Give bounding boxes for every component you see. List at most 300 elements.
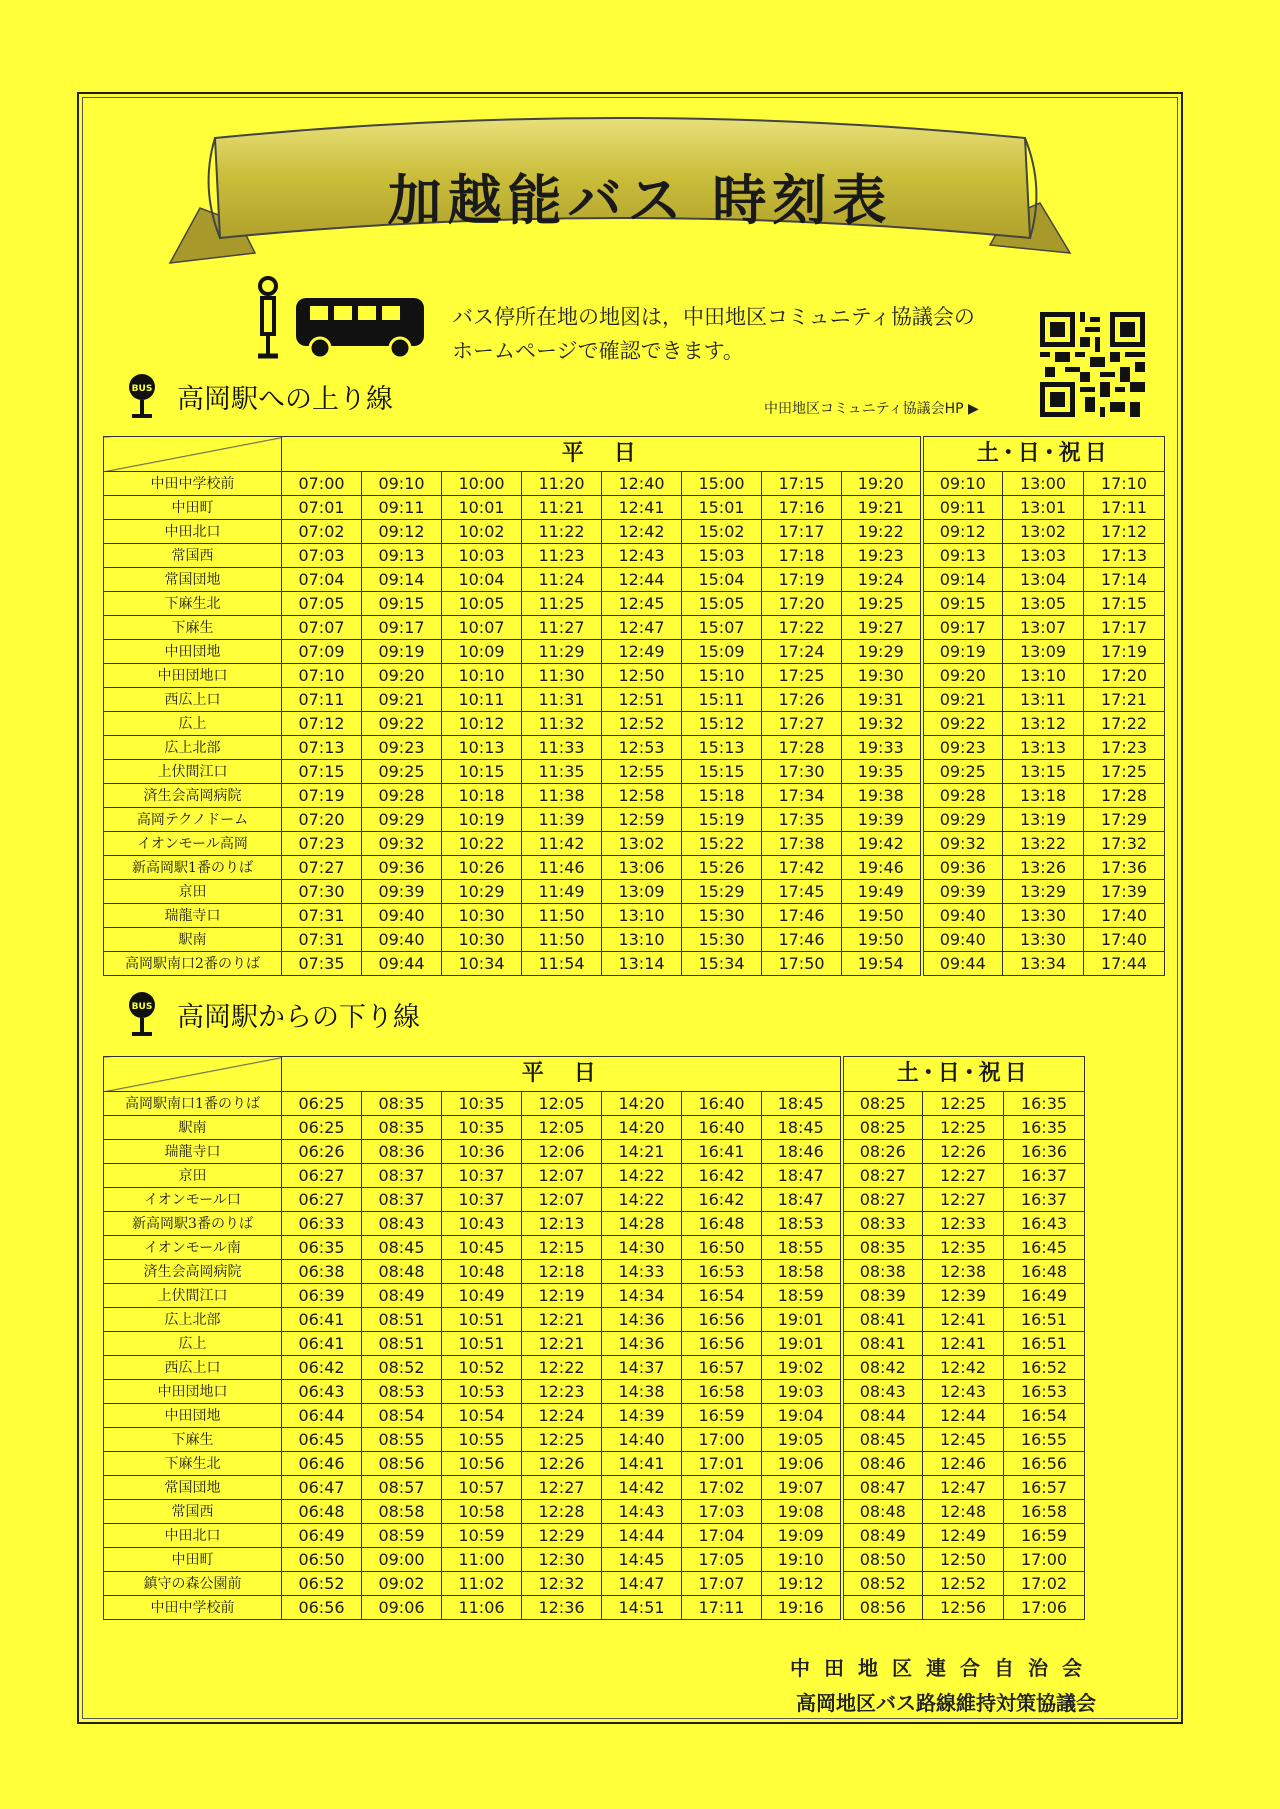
down-header-row [104,1057,1085,1092]
holiday-time: 16:55 [1004,1428,1085,1452]
holiday-time: 16:58 [1004,1500,1085,1524]
holiday-time: 13:26 [1003,856,1084,880]
weekday-time: 11:35 [522,760,602,784]
holiday-time: 12:25 [923,1116,1004,1140]
weekday-time: 17:28 [762,736,842,760]
holiday-time: 08:35 [842,1236,923,1260]
weekday-time: 12:47 [602,616,682,640]
holiday-time: 16:45 [1004,1236,1085,1260]
weekday-time: 09:40 [362,904,442,928]
weekday-time: 11:39 [522,808,602,832]
weekday-time: 15:12 [682,712,762,736]
weekday-time: 16:50 [682,1236,762,1260]
weekday-time: 11:38 [522,784,602,808]
weekday-time: 19:23 [842,544,922,568]
holiday-time: 08:38 [842,1260,923,1284]
holiday-time: 16:56 [1004,1452,1085,1476]
weekday-time: 08:35 [362,1092,442,1116]
weekday-time: 16:58 [682,1380,762,1404]
holiday-time: 12:39 [923,1284,1004,1308]
holiday-time: 17:17 [1084,616,1165,640]
weekday-time: 19:01 [762,1308,842,1332]
weekday-time: 17:24 [762,640,842,664]
weekday-time: 09:21 [362,688,442,712]
weekday-time: 12:26 [522,1452,602,1476]
weekday-time: 09:11 [362,496,442,520]
weekday-time: 14:28 [602,1212,682,1236]
holiday-time: 12:42 [923,1356,1004,1380]
weekday-time: 08:53 [362,1380,442,1404]
weekday-time: 14:22 [602,1164,682,1188]
weekday-time: 19:08 [762,1500,842,1524]
down-holiday-header: 土･日･祝日 [842,1057,1085,1092]
stop-name: 高岡駅南口2番のりば [104,952,282,976]
stop-name: 駅南 [104,928,282,952]
weekday-time: 09:40 [362,928,442,952]
bus-icon [254,276,434,366]
table-row [104,1596,1085,1620]
weekday-time: 12:51 [602,688,682,712]
weekday-time: 16:41 [682,1140,762,1164]
stop-name: 中田北口 [104,1524,282,1548]
weekday-time: 06:50 [282,1548,362,1572]
qr-code[interactable] [1040,312,1145,417]
stop-name: 広上北部 [104,736,282,760]
holiday-time: 16:43 [1004,1212,1085,1236]
weekday-time: 06:52 [282,1572,362,1596]
holiday-time: 16:54 [1004,1404,1085,1428]
weekday-time: 17:35 [762,808,842,832]
weekday-time: 17:42 [762,856,842,880]
weekday-time: 11:33 [522,736,602,760]
down-timetable [103,1056,1085,1620]
weekday-time: 10:11 [442,688,522,712]
holiday-time: 17:21 [1084,688,1165,712]
holiday-time: 17:23 [1084,736,1165,760]
stop-name: 西広上口 [104,1356,282,1380]
weekday-time: 14:36 [602,1332,682,1356]
weekday-time: 12:24 [522,1404,602,1428]
stop-name: 高岡テクノドーム [104,808,282,832]
weekday-time: 16:54 [682,1284,762,1308]
weekday-time: 08:55 [362,1428,442,1452]
stop-name: 下麻生 [104,1428,282,1452]
weekday-time: 11:02 [442,1572,522,1596]
weekday-time: 09:28 [362,784,442,808]
stop-name: 常国西 [104,1500,282,1524]
stop-name: 広上 [104,712,282,736]
weekday-time: 07:20 [282,808,362,832]
weekday-time: 08:37 [362,1188,442,1212]
holiday-time: 17:22 [1084,712,1165,736]
holiday-time: 16:48 [1004,1260,1085,1284]
weekday-time: 10:04 [442,568,522,592]
weekday-time: 09:00 [362,1548,442,1572]
holiday-time: 08:25 [842,1116,923,1140]
weekday-time: 19:07 [762,1476,842,1500]
holiday-time: 13:22 [1003,832,1084,856]
table-row [104,496,1165,520]
holiday-time: 09:11 [922,496,1003,520]
weekday-time: 19:04 [762,1404,842,1428]
weekday-time: 07:00 [282,472,362,496]
weekday-time: 09:39 [362,880,442,904]
holiday-time: 17:19 [1084,640,1165,664]
weekday-time: 11:29 [522,640,602,664]
stop-name: 西広上口 [104,688,282,712]
weekday-time: 06:42 [282,1356,362,1380]
weekday-time: 18:45 [762,1092,842,1116]
weekday-time: 06:33 [282,1212,362,1236]
holiday-time: 17:14 [1084,568,1165,592]
stop-name: 済生会高岡病院 [104,1260,282,1284]
weekday-time: 16:42 [682,1164,762,1188]
weekday-time: 11:54 [522,952,602,976]
holiday-time: 09:44 [922,952,1003,976]
holiday-time: 16:36 [1004,1140,1085,1164]
weekday-time: 10:45 [442,1236,522,1260]
weekday-time: 19:10 [762,1548,842,1572]
bus-stop-sign-icon [125,372,159,420]
weekday-time: 10:35 [442,1092,522,1116]
table-row [104,640,1165,664]
holiday-time: 09:21 [922,688,1003,712]
down-line-heading [125,990,420,1038]
down-line-title: 高岡駅からの下り線 [177,1001,420,1033]
holiday-time: 08:50 [842,1548,923,1572]
weekday-time: 12:18 [522,1260,602,1284]
weekday-time: 19:35 [842,760,922,784]
holiday-time: 16:52 [1004,1356,1085,1380]
table-row [104,1308,1085,1332]
weekday-time: 13:09 [602,880,682,904]
weekday-time: 19:03 [762,1380,842,1404]
weekday-time: 15:07 [682,616,762,640]
weekday-time: 09:02 [362,1572,442,1596]
stop-name: 鎮守の森公園前 [104,1572,282,1596]
weekday-time: 12:45 [602,592,682,616]
weekday-time: 10:52 [442,1356,522,1380]
weekday-time: 12:13 [522,1212,602,1236]
holiday-time: 12:52 [923,1572,1004,1596]
weekday-time: 10:59 [442,1524,522,1548]
holiday-time: 09:13 [922,544,1003,568]
weekday-time: 17:03 [682,1500,762,1524]
up-holiday-header: 土･日･祝日 [922,437,1165,472]
weekday-time: 17:18 [762,544,842,568]
stop-name: 常国団地 [104,568,282,592]
weekday-time: 07:19 [282,784,362,808]
holiday-time: 17:28 [1084,784,1165,808]
holiday-time: 09:29 [922,808,1003,832]
holiday-time: 09:32 [922,832,1003,856]
holiday-time: 17:25 [1084,760,1165,784]
holiday-time: 09:23 [922,736,1003,760]
weekday-time: 12:58 [602,784,682,808]
weekday-time: 17:17 [762,520,842,544]
weekday-time: 06:26 [282,1140,362,1164]
holiday-time: 17:11 [1084,496,1165,520]
weekday-time: 15:34 [682,952,762,976]
weekday-time: 17:25 [762,664,842,688]
weekday-time: 18:47 [762,1188,842,1212]
weekday-time: 14:47 [602,1572,682,1596]
holiday-time: 09:39 [922,880,1003,904]
weekday-time: 07:31 [282,904,362,928]
weekday-time: 07:07 [282,616,362,640]
weekday-time: 18:47 [762,1164,842,1188]
weekday-time: 17:34 [762,784,842,808]
holiday-time: 17:15 [1084,592,1165,616]
weekday-time: 15:19 [682,808,762,832]
weekday-time: 06:38 [282,1260,362,1284]
stop-name: 京田 [104,880,282,904]
table-row [104,1332,1085,1356]
weekday-time: 14:43 [602,1500,682,1524]
weekday-time: 15:00 [682,472,762,496]
weekday-time: 10:13 [442,736,522,760]
holiday-time: 17:10 [1084,472,1165,496]
weekday-time: 16:59 [682,1404,762,1428]
weekday-time: 17:20 [762,592,842,616]
stop-name: 下麻生北 [104,1452,282,1476]
bus-stop-sign-icon [125,990,159,1038]
weekday-time: 07:12 [282,712,362,736]
table-row [104,544,1165,568]
stop-name: 中田団地 [104,640,282,664]
weekday-time: 08:37 [362,1164,442,1188]
weekday-time: 11:23 [522,544,602,568]
holiday-time: 13:34 [1003,952,1084,976]
holiday-time: 08:33 [842,1212,923,1236]
weekday-time: 17:16 [762,496,842,520]
weekday-time: 19:22 [842,520,922,544]
weekday-time: 10:51 [442,1332,522,1356]
holiday-time: 16:51 [1004,1332,1085,1356]
weekday-time: 10:48 [442,1260,522,1284]
stop-name: 下麻生北 [104,592,282,616]
weekday-time: 11:32 [522,712,602,736]
table-row [104,616,1165,640]
holiday-time: 12:50 [923,1548,1004,1572]
table-row [104,1500,1085,1524]
stop-name: イオンモール高岡 [104,832,282,856]
stop-name: 瑞龍寺口 [104,904,282,928]
weekday-time: 10:58 [442,1500,522,1524]
weekday-time: 09:17 [362,616,442,640]
holiday-time: 13:05 [1003,592,1084,616]
weekday-time: 12:15 [522,1236,602,1260]
footer-org-1: 中田地区連合自治会 [790,1656,1096,1680]
weekday-time: 17:46 [762,928,842,952]
weekday-time: 10:34 [442,952,522,976]
weekday-time: 14:45 [602,1548,682,1572]
weekday-time: 17:04 [682,1524,762,1548]
weekday-time: 19:42 [842,832,922,856]
weekday-time: 15:15 [682,760,762,784]
holiday-time: 09:20 [922,664,1003,688]
weekday-time: 16:48 [682,1212,762,1236]
up-line-heading [125,372,393,420]
weekday-time: 15:05 [682,592,762,616]
stop-name: 新高岡駅3番のりば [104,1212,282,1236]
table-row [104,856,1165,880]
stop-name: 中田中学校前 [104,472,282,496]
weekday-time: 10:30 [442,928,522,952]
weekday-time: 18:53 [762,1212,842,1236]
weekday-time: 12:44 [602,568,682,592]
weekday-time: 16:40 [682,1116,762,1140]
weekday-time: 14:40 [602,1428,682,1452]
weekday-time: 08:45 [362,1236,442,1260]
weekday-time: 17:11 [682,1596,762,1620]
weekday-time: 18:59 [762,1284,842,1308]
table-row [104,688,1165,712]
footer-org-2: 高岡地区バス路線維持対策協議会 [796,1691,1096,1715]
stop-name: 新高岡駅1番のりば [104,856,282,880]
weekday-time: 12:50 [602,664,682,688]
weekday-time: 19:06 [762,1452,842,1476]
stop-name: 広上 [104,1332,282,1356]
weekday-time: 16:42 [682,1188,762,1212]
table-row [104,568,1165,592]
weekday-time: 06:48 [282,1500,362,1524]
table-row [104,1092,1085,1116]
holiday-time: 13:03 [1003,544,1084,568]
weekday-time: 15:03 [682,544,762,568]
weekday-time: 09:06 [362,1596,442,1620]
stop-name: 高岡駅南口1番のりば [104,1092,282,1116]
table-row [104,784,1165,808]
weekday-time: 12:41 [602,496,682,520]
table-row [104,664,1165,688]
weekday-time: 10:09 [442,640,522,664]
weekday-time: 17:45 [762,880,842,904]
weekday-time: 15:04 [682,568,762,592]
weekday-time: 10:29 [442,880,522,904]
stop-name: 済生会高岡病院 [104,784,282,808]
weekday-time: 08:58 [362,1500,442,1524]
weekday-time: 10:00 [442,472,522,496]
holiday-time: 13:09 [1003,640,1084,664]
holiday-time: 12:47 [923,1476,1004,1500]
weekday-time: 08:51 [362,1332,442,1356]
weekday-time: 17:27 [762,712,842,736]
table-row [104,1356,1085,1380]
holiday-time: 08:47 [842,1476,923,1500]
weekday-time: 17:26 [762,688,842,712]
weekday-time: 14:33 [602,1260,682,1284]
holiday-time: 17:02 [1004,1572,1085,1596]
weekday-time: 17:38 [762,832,842,856]
weekday-time: 19:24 [842,568,922,592]
weekday-time: 19:32 [842,712,922,736]
holiday-time: 13:11 [1003,688,1084,712]
weekday-time: 12:43 [602,544,682,568]
weekday-time: 11:20 [522,472,602,496]
weekday-time: 15:10 [682,664,762,688]
info-text [452,300,975,368]
weekday-time: 10:19 [442,808,522,832]
holiday-time: 09:12 [922,520,1003,544]
stop-name: 中田町 [104,496,282,520]
weekday-time: 10:51 [442,1308,522,1332]
table-row [104,952,1165,976]
holiday-time: 12:26 [923,1140,1004,1164]
weekday-time: 13:10 [602,928,682,952]
up-corner-cell [104,437,282,472]
weekday-time: 17:46 [762,904,842,928]
weekday-time: 18:46 [762,1140,842,1164]
stop-name: 中田団地口 [104,664,282,688]
weekday-time: 10:36 [442,1140,522,1164]
weekday-time: 12:07 [522,1164,602,1188]
weekday-time: 15:30 [682,928,762,952]
weekday-time: 12:59 [602,808,682,832]
weekday-time: 19:02 [762,1356,842,1380]
weekday-time: 17:50 [762,952,842,976]
weekday-time: 08:56 [362,1452,442,1476]
holiday-time: 08:48 [842,1500,923,1524]
holiday-time: 12:44 [923,1404,1004,1428]
weekday-time: 08:59 [362,1524,442,1548]
weekday-time: 10:03 [442,544,522,568]
weekday-time: 06:25 [282,1092,362,1116]
hp-link-label[interactable]: 中田地区コミュニティ協議会HP ▶ [764,401,979,417]
holiday-time: 09:28 [922,784,1003,808]
weekday-time: 12:30 [522,1548,602,1572]
table-row [104,1284,1085,1308]
holiday-time: 12:38 [923,1260,1004,1284]
holiday-time: 09:19 [922,640,1003,664]
info-line-1: バス停所在地の地図は，中田地区コミュニティ協議会の [452,305,975,329]
stop-name: 常国西 [104,544,282,568]
holiday-time: 13:12 [1003,712,1084,736]
holiday-time: 17:00 [1004,1548,1085,1572]
stop-name: 中田町 [104,1548,282,1572]
weekday-time: 14:20 [602,1116,682,1140]
weekday-time: 07:05 [282,592,362,616]
holiday-time: 12:27 [923,1164,1004,1188]
table-row [104,1164,1085,1188]
weekday-time: 07:04 [282,568,362,592]
info-line-2: ホームページで確認できます。 [452,339,744,363]
weekday-time: 10:26 [442,856,522,880]
holiday-time: 12:25 [923,1092,1004,1116]
weekday-time: 12:36 [522,1596,602,1620]
weekday-time: 14:34 [602,1284,682,1308]
weekday-time: 07:31 [282,928,362,952]
holiday-time: 13:04 [1003,568,1084,592]
holiday-time: 09:40 [922,928,1003,952]
weekday-time: 14:41 [602,1452,682,1476]
weekday-time: 18:58 [762,1260,842,1284]
holiday-time: 08:27 [842,1188,923,1212]
weekday-time: 08:51 [362,1308,442,1332]
holiday-time: 16:37 [1004,1164,1085,1188]
up-header-row [104,437,1165,472]
weekday-time: 12:27 [522,1476,602,1500]
weekday-time: 09:44 [362,952,442,976]
weekday-time: 13:02 [602,832,682,856]
weekday-time: 07:10 [282,664,362,688]
holiday-time: 16:37 [1004,1188,1085,1212]
stop-name: 京田 [104,1164,282,1188]
weekday-time: 07:09 [282,640,362,664]
weekday-time: 17:05 [682,1548,762,1572]
holiday-time: 12:41 [923,1308,1004,1332]
weekday-time: 11:21 [522,496,602,520]
